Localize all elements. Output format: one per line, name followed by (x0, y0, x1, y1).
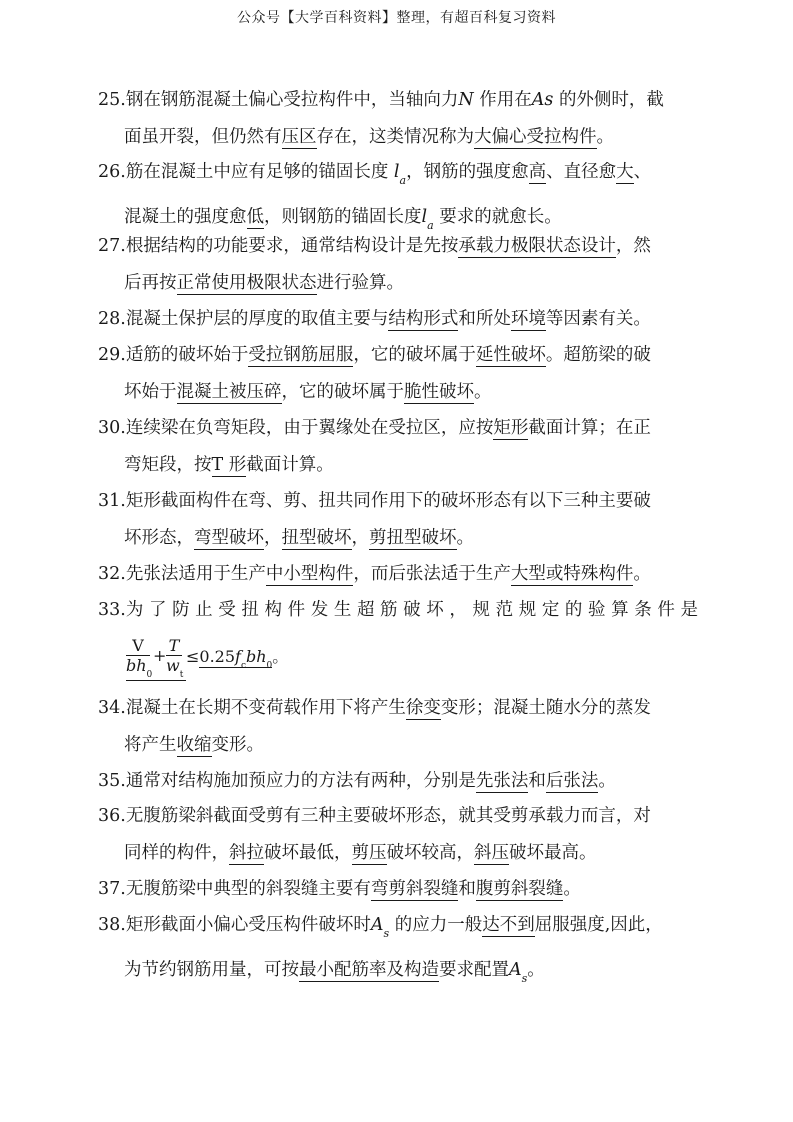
question-33 (98, 592, 698, 629)
text: 27.根据结构的功能要求，通常结构设计是先按 (98, 236, 459, 256)
text: bh (126, 656, 147, 675)
text: w (166, 656, 180, 675)
q32-line-1 (98, 556, 698, 593)
text: 。 (598, 771, 616, 791)
page-header: 公众号【大学百科资料】整理，有超百科复习资料 (237, 10, 556, 26)
symbol-N: N (458, 90, 474, 110)
q31-line-2 (98, 520, 698, 557)
symbol-f: f (235, 647, 241, 666)
answer: 延性破坏 (475, 345, 546, 365)
text: 弯矩段，按 (124, 455, 212, 475)
text: 等因素有关。 (545, 309, 651, 329)
text: 34.混凝土在长期不变荷载作用下将产生 (98, 698, 406, 718)
q34-line-1 (98, 690, 698, 727)
question-36 (98, 798, 698, 872)
q28-line-1 (98, 301, 698, 338)
text: 26.筋在混凝土中应有足够的锚固长度 (98, 162, 389, 182)
text: ，然 (615, 236, 651, 256)
subscript: c (240, 661, 246, 671)
fraction-V-over-bh0 (126, 636, 153, 685)
answer: 大偏心受拉构件 (474, 127, 597, 147)
char: 发 (310, 600, 329, 620)
answer: 大型或特殊构件 (510, 564, 634, 584)
q38-line-2 (98, 952, 698, 997)
q36-line-2 (98, 835, 698, 872)
fraction-T-over-wt (166, 637, 182, 685)
text: 、直径愈 (546, 162, 617, 182)
plus-sign: + (153, 646, 167, 665)
text: 。 (596, 127, 614, 147)
answer: T 形 (211, 455, 247, 475)
q27-line-2 (98, 265, 698, 302)
question-32 (98, 556, 698, 593)
q25-line-1 (98, 82, 698, 119)
text: 存在，这类情况称为 (316, 127, 474, 147)
subscript: 0 (146, 670, 153, 680)
q36-line-1: 36.无腹筋梁斜截面受剪有三种主要破坏形态，就其受剪承载力而言，对 (98, 806, 651, 826)
text: 截面计算。 (246, 455, 334, 475)
answer: 大 (616, 162, 634, 182)
char: 坏 (426, 600, 444, 620)
char: 算 (611, 600, 629, 620)
text: 同样的构件， (124, 843, 229, 863)
answer: 低 (246, 207, 264, 227)
question-37 (98, 871, 698, 908)
question-34 (98, 690, 698, 764)
question-25 (98, 82, 698, 156)
char: 规 (472, 600, 490, 620)
subscript: 0 (266, 661, 273, 671)
text: 38.矩形截面小偏心受压构件破坏时 (98, 915, 371, 935)
text: ，它的破坏属于 (353, 345, 476, 365)
subscript: s (521, 972, 528, 985)
text: 。 (527, 960, 545, 980)
text: 25.钢在钢筋混凝土偏心受拉构件中，当轴向力 (98, 90, 459, 110)
text: 。 (563, 879, 581, 899)
symbol-l: l (421, 207, 428, 227)
text: ，它的破坏属于 (281, 382, 404, 402)
char: 件 (287, 600, 306, 620)
text: 坏始于 (124, 382, 177, 402)
subscript: t (179, 670, 184, 680)
q35-line-1 (98, 763, 698, 800)
subscript: a (399, 174, 407, 187)
text: 破坏较高， (386, 843, 474, 863)
answer: 矩形 (493, 418, 529, 438)
text: 混凝土的强度愈 (124, 207, 247, 227)
question-30 (98, 410, 698, 484)
subscript: s (383, 927, 390, 940)
text: 和所处 (458, 309, 511, 329)
question-38 (98, 907, 698, 997)
text: 进行验算。 (316, 273, 404, 293)
text: 面虽开裂，但仍然有 (124, 127, 282, 147)
q37-line-1 (98, 871, 698, 908)
rhs-underlined (199, 647, 273, 671)
char: 生 (333, 600, 352, 620)
text: ，钢筋的强度愈 (406, 162, 529, 182)
text: 要求的就愈长。 (439, 207, 562, 227)
text: ，则钢筋的锚固长度 (264, 207, 422, 227)
question-35 (98, 763, 698, 800)
text: 后再按 (124, 273, 177, 293)
q31-line-1: 31.矩形截面构件在弯、剪、扭共同作用下的破坏形态有以下三种主要破 (98, 491, 651, 511)
answer: 徐变 (405, 698, 441, 718)
answer: 剪扭型破坏 (369, 528, 457, 548)
char: 止 (195, 600, 213, 620)
text: 的外侧时，截 (558, 90, 664, 110)
question-27 (98, 228, 698, 302)
text: 。 (633, 564, 651, 584)
answer: 斜压 (474, 843, 509, 863)
subscript: a (427, 219, 434, 232)
question-28 (98, 301, 698, 338)
q30-line-1 (98, 410, 698, 447)
q27-line-1 (98, 228, 698, 265)
text: ， (264, 528, 282, 548)
char: 了 (148, 600, 167, 620)
answer: 斜拉 (229, 843, 264, 863)
char: 33.为 (98, 600, 144, 620)
char: 防 (172, 600, 190, 620)
symbol-A: A (509, 960, 522, 980)
text: 32.先张法适用于生产 (98, 564, 266, 584)
char: 定 (541, 600, 560, 620)
char: 超 (356, 600, 375, 620)
char: 扭 (241, 600, 259, 620)
char: 规 (518, 600, 537, 620)
answer: 最小配筋率及构造 (299, 960, 439, 980)
answer: 混凝土被压碎 (176, 382, 282, 402)
char: 受 (218, 600, 236, 620)
char: 件 (657, 600, 675, 620)
question-31 (98, 483, 698, 557)
answer: 先张法 (475, 771, 529, 791)
answer: 收缩 (176, 735, 212, 755)
text: 将产生 (124, 735, 177, 755)
symbol-A: A (370, 915, 384, 935)
answer: 弯型破坏 (194, 528, 264, 548)
symbol-l: l (393, 162, 400, 182)
answer: 受拉钢筋屈服 (248, 345, 354, 365)
text: 。 (474, 382, 492, 402)
q29-line-2 (98, 374, 698, 411)
text: 截面计算；在正 (528, 418, 651, 438)
text: 变形。 (211, 735, 264, 755)
answer: 扭型破坏 (281, 528, 352, 548)
text: 屈服强度,因此， (534, 915, 663, 935)
text: ，而后张法适于生产 (353, 564, 511, 584)
q26-line-1 (98, 154, 698, 199)
symbol-bh: bh (246, 647, 267, 666)
text: 破坏最低， (264, 843, 352, 863)
answer: 正常使用极限状态 (176, 273, 317, 293)
text: ， (351, 528, 369, 548)
numerator: T (168, 636, 180, 655)
answer: 中小型构件 (265, 564, 354, 584)
char: 是 (680, 600, 698, 620)
text: 37.无腹筋梁中典型的斜裂缝主要有 (98, 879, 371, 899)
coefficient: 0.25 (199, 647, 236, 666)
text: 和 (458, 879, 476, 899)
text: 35.通常对结构施加预应力的方法有两种，分别是 (98, 771, 476, 791)
answer: 腹剪斜裂缝 (475, 879, 564, 899)
text: 。 (456, 528, 474, 548)
text: 30.连续梁在负弯矩段，由于翼缘处在受拉区，应按 (98, 418, 494, 438)
answer: 环境 (510, 309, 546, 329)
text: 。超筋梁的破 (545, 345, 651, 365)
char: 筋 (380, 600, 398, 620)
char: 范 (495, 600, 514, 620)
answer: 结构形式 (388, 309, 459, 329)
text: 。 (272, 647, 289, 666)
q33-formula (124, 637, 304, 685)
char: 构 (264, 600, 282, 620)
q34-line-2 (98, 727, 698, 764)
text: 作用在 (479, 90, 532, 110)
q29-line-1 (98, 337, 698, 374)
char: 验 (588, 600, 606, 620)
numerator: V (132, 636, 144, 655)
q38-line-1 (98, 907, 698, 952)
symbol-As: As (531, 90, 554, 110)
answer: 弯剪斜裂缝 (370, 879, 459, 899)
formula-underline (126, 680, 186, 681)
formula-rhs (186, 644, 288, 671)
text: 28.混凝土保护层的厚度的取值主要与 (98, 309, 389, 329)
q33-line-1 (98, 592, 698, 629)
answer: 脆性破坏 (404, 382, 474, 402)
le-sign: ≤ (186, 647, 200, 666)
text: 和 (528, 771, 546, 791)
q25-line-2 (98, 119, 698, 156)
q30-line-2 (98, 447, 698, 484)
answer: 剪压 (351, 843, 387, 863)
text: 、 (633, 162, 652, 182)
answer: 达不到 (482, 915, 535, 935)
text: 29.适筋的破坏始于 (98, 345, 249, 365)
answer: 承载力极限状态设计 (458, 236, 616, 256)
answer: 后张法 (545, 771, 599, 791)
text: 破坏最高。 (509, 843, 597, 863)
answer: 高 (528, 162, 547, 182)
char: 的 (564, 600, 583, 620)
answer: 压区 (281, 127, 317, 147)
text: 要求配置 (439, 960, 509, 980)
question-29 (98, 337, 698, 411)
text: 变形；混凝土随水分的蒸发 (440, 698, 651, 718)
text: 坏形态， (124, 528, 194, 548)
text: 为节约钢筋用量，可按 (124, 960, 299, 980)
char: 破 (403, 600, 421, 620)
char: 条 (634, 600, 652, 620)
text: 的应力一般 (394, 915, 483, 935)
char: ， (449, 600, 467, 620)
